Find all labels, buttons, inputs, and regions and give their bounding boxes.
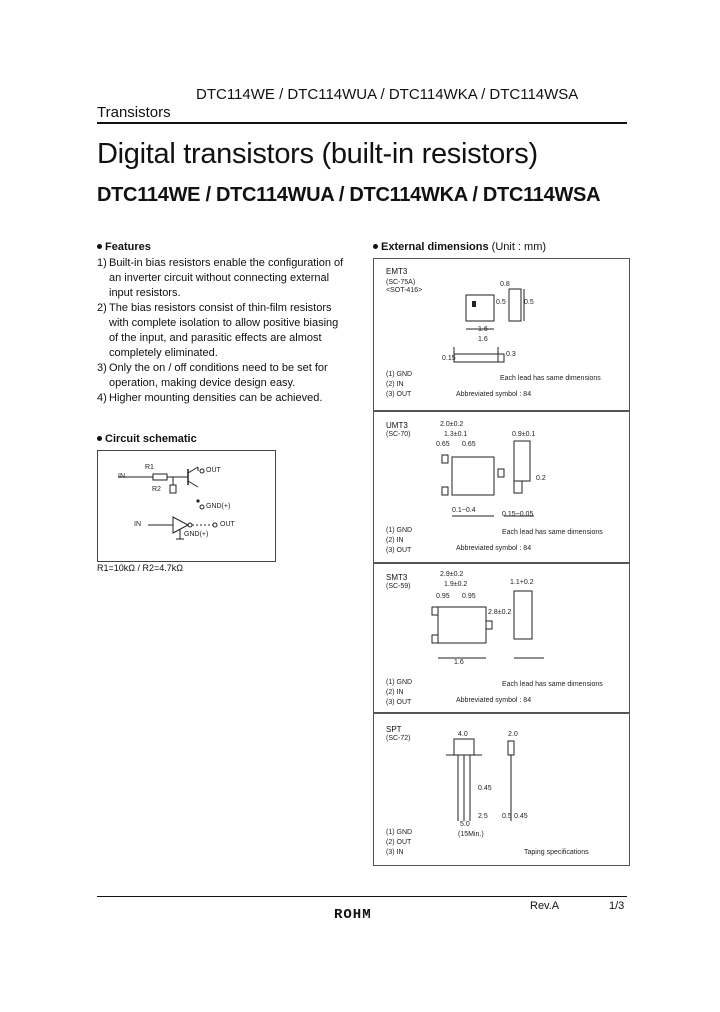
package-smt3 [373, 562, 630, 714]
features-list [97, 256, 357, 406]
lead-note: Each lead has same dimensions [502, 681, 603, 688]
schematic-gnd-label: GND(+) [206, 503, 231, 510]
dimensions-heading: External dimensions (Unit : mm) [373, 241, 546, 253]
package-umt3 [373, 410, 630, 564]
page-number: 1/3 [609, 900, 625, 912]
dim-value: 0.15~0.05 [502, 511, 534, 518]
dim-value: 0.45 [514, 813, 528, 820]
dim-value: 0.65 [436, 441, 450, 448]
lead-note: Taping specifications [524, 849, 589, 856]
circuit-schematic [97, 450, 276, 562]
dim-value: 0.5 [524, 299, 534, 306]
pin-label: (3) OUT [386, 699, 412, 706]
dim-value: 4.0 [458, 731, 468, 738]
resistor-values-note: R1=10kΩ / R2=4.7kΩ [97, 563, 184, 573]
package-drawing [374, 713, 629, 865]
package-standard: (SC-75A) [386, 279, 416, 286]
dim-value: 1.6 [478, 336, 488, 343]
package-spt [373, 712, 630, 866]
dim-value: 0.5 [502, 813, 512, 820]
pin-label: (3) OUT [386, 547, 412, 554]
dim-value: 0.45 [478, 785, 492, 792]
dim-value: 0.15 [442, 355, 456, 362]
dim-value: 0.1~0.4 [452, 507, 476, 514]
package-name: UMT3 [386, 421, 408, 430]
package-standard: (SC-70) [386, 431, 411, 438]
dim-value: 0.9±0.1 [512, 431, 536, 438]
revision: Rev.A [530, 900, 560, 912]
dim-value: 0.5 [496, 299, 506, 306]
schematic-inverter-in-label: IN [134, 521, 141, 528]
dim-value: 2.5 [478, 813, 488, 820]
dim-value: 5.0 [460, 821, 470, 828]
dim-value: 1.3±0.1 [444, 431, 468, 438]
feature-item: 1) Built-in bias resistors enable the configuration of an inverter circuit without connecting external input resistors. [97, 257, 344, 299]
dim-value: 1.6 [454, 659, 464, 666]
dim-value: 0.8 [500, 281, 510, 288]
package-standard: (SC-72) [386, 735, 411, 742]
dim-value: 0.65 [462, 441, 476, 448]
pin-label: (1) GND [386, 527, 413, 534]
circuit-heading: Circuit schematic [97, 433, 197, 445]
abbreviated-symbol: Abbreviated symbol : 84 [456, 697, 532, 704]
rohm-logo: ROHM [334, 907, 372, 923]
header-model-list: DTC114WE / DTC114WUA / DTC114WKA / DTC114WSA [196, 86, 579, 103]
schematic-r2-label: R2 [152, 486, 161, 493]
pin-label: (2) IN [386, 537, 404, 544]
abbreviated-symbol: Abbreviated symbol : 84 [456, 545, 532, 552]
package-standard: (SC-59) [386, 583, 411, 590]
dim-value: 0.2 [536, 475, 546, 482]
dim-value: 2.0 [508, 731, 518, 738]
bullet-icon [373, 244, 378, 249]
dim-value: 0.95 [462, 593, 476, 600]
bullet-icon [97, 244, 102, 249]
schematic-in-label: IN [118, 473, 125, 480]
schematic-r1-label: R1 [145, 464, 154, 471]
pin-label: (1) GND [386, 679, 413, 686]
pin-label: (2) IN [386, 381, 404, 388]
dim-value: (15Min.) [458, 831, 484, 838]
dim-value: 2.9±0.2 [440, 571, 464, 578]
schematic-inverter-gnd-label: GND(+) [184, 531, 209, 538]
pin-label: (3) IN [386, 849, 404, 856]
schematic-drawing [98, 451, 275, 561]
pin-label: (2) OUT [386, 839, 412, 846]
pin-label: (1) GND [386, 371, 413, 378]
dim-value: 1.1+0.2 [510, 579, 534, 586]
footer-rule [97, 896, 627, 897]
dim-value: 2.8±0.2 [488, 609, 512, 616]
header-category: Transistors [97, 104, 171, 121]
package-name: SPT [386, 725, 402, 734]
feature-item: 2) The bias resistors consist of thin-film resistors with complete isolation to allow positive biasing of the input, and parasitic effects are almost completely eliminated. [97, 302, 339, 359]
abbreviated-symbol: Abbreviated symbol : 84 [456, 391, 532, 398]
lead-note: Each lead has same dimensions [502, 529, 603, 536]
dim-value: 0.3 [506, 351, 516, 358]
page-subtitle: DTC114WE / DTC114WUA / DTC114WKA / DTC114WSA [97, 184, 601, 206]
pin-label: (3) OUT [386, 391, 412, 398]
package-standard-alt: <SOT-416> [386, 287, 423, 294]
pin-label: (2) IN [386, 689, 404, 696]
dim-value: 2.0±0.2 [440, 421, 464, 428]
header-rule [97, 122, 627, 124]
feature-item: 4) Higher mounting densities can be achieved. [97, 392, 323, 404]
schematic-out-label: OUT [206, 467, 221, 474]
dim-value: 0.95 [436, 593, 450, 600]
package-emt3 [373, 258, 630, 412]
page-title: Digital transistors (built-in resistors) [97, 138, 538, 170]
dim-value: 1.9±0.2 [444, 581, 468, 588]
schematic-inverter-out-label: OUT [220, 521, 235, 528]
package-name: SMT3 [386, 573, 408, 582]
package-drawing [374, 563, 629, 713]
pin-label: (1) GND [386, 829, 413, 836]
feature-item: 3) Only the on / off conditions need to be set for operation, making device design easy. [97, 362, 328, 389]
package-drawing [374, 411, 629, 563]
lead-note: Each lead has same dimensions [500, 375, 601, 382]
dim-value: 1.6 [478, 326, 488, 333]
package-name: EMT3 [386, 267, 408, 276]
bullet-icon [97, 436, 102, 441]
features-heading: Features [97, 241, 151, 253]
